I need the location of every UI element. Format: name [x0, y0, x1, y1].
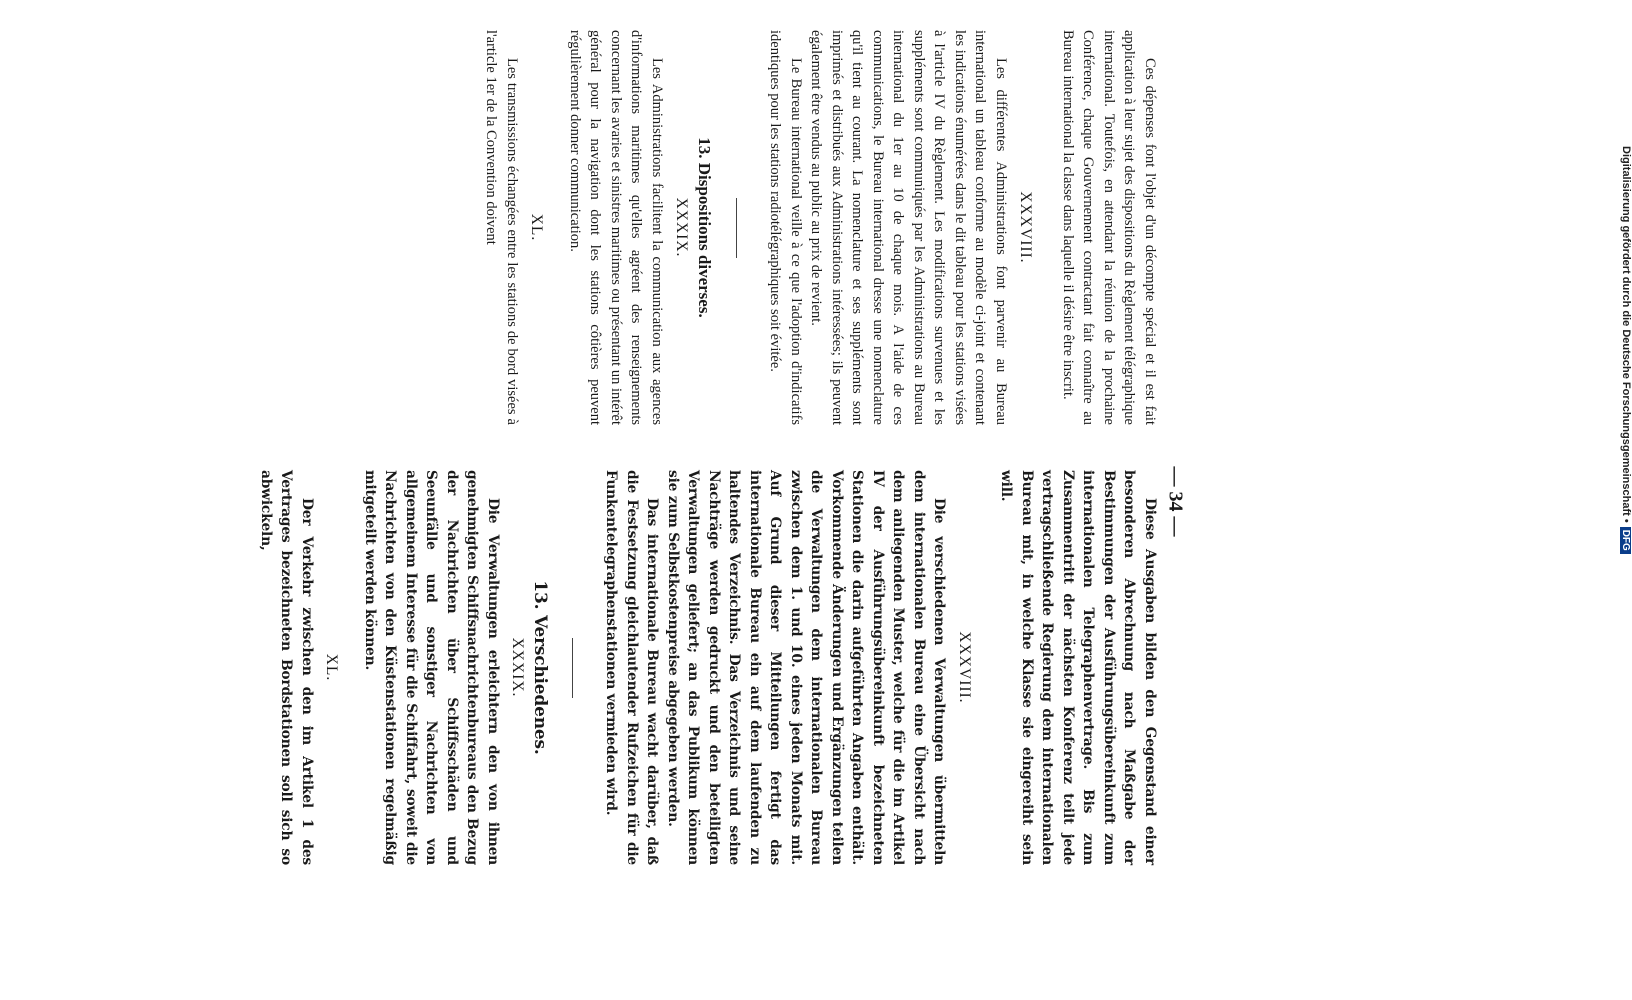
german-article-38-paragraph-1: Die verschiedenen Verwaltungen übermitteln dem internationalen Bureau eine Übersicht nach dem anliegenden Muster, welche für die im Artikel IV der Ausführungsübereinkunft bezeichneten Stationen die darin aufgeführten Angaben enthält. Vorkommende Änderungen und Ergänzungen teilen die Verwaltungen dem internationalen Bureau zwischen dem 1. und 10. eines jeden Monats mit. Auf Grund dieser Mitteilungen fertigt das internationale Bureau ein auf dem laufenden zu haltendes Verzeichnis. Das Verzeichnis und seine Nachträge werden gedruckt und den beteiligten Verwaltungen geliefert; an das Publikum können sie zum Selbstkostenpreise abgegeben werden. — [665, 470, 948, 865]
german-article-39-heading: XXXIX. — [509, 637, 527, 698]
french-intro: Ces dépenses font l'objet d'un décompte spécial et il est fait application à leur sujet des dispositions du Règlement télégraphique international. Toutefois, en attendant la réunion de la prochaine Conférence, chaque Gouvernement contractant fait connaître au Bureau international la classe dans laquelle il désire être inscrit. — [1060, 30, 1158, 425]
french-article-38-heading: XXXVIII. — [1017, 191, 1035, 264]
german-article-40-heading: XL. — [323, 653, 341, 682]
german-article-40-paragraph: Der Verkehr zwischen den im Artikel 1 des Vertrages bezeichneten Bordstationen soll sich so abwickeln, — [258, 470, 315, 865]
french-section-title: 13. Dispositions diverses. — [695, 137, 714, 318]
french-article-39-heading: XXXIX. — [673, 197, 691, 258]
digitization-credit-text: Digitalisierung gefördert durch die Deutsche Forschungsgemeinschaft • — [1620, 146, 1632, 523]
french-article-39-paragraph: Les Administrations facilitent la communication aux agences d'informations maritimes qu'elles agréent des renseignements concernant les avaries et sinistres maritimes ou présentant un intérêt général pour la navigation dont les stations côtières peuvent régulièrement donner communication. — [567, 30, 665, 425]
french-column — [481, 30, 1160, 425]
french-article-40-paragraph: Les transmissions échangées entre les stations de bord visées à l'article 1er de la Convention doivent — [483, 30, 520, 425]
digitization-credit — [1620, 146, 1632, 866]
page-number: — 34 — — [1164, 466, 1187, 537]
german-article-39-paragraph: Die Verwaltungen erleichtern den von ihnen genehmigten Schiffsnachrichtenbureaus den Bezug der Nachrichten über Schiffsschäden und Seeunfälle und sonstiger Nachrichten von allgemeinem Interesse für die Schiffahrt, soweit die Nachrichten von den Küstenstationen regelmäßig mitgeteilt werden können. — [362, 470, 501, 865]
divider — [572, 638, 573, 698]
german-section-title: 13. Verschiedenes. — [530, 580, 550, 755]
document-page — [240, 30, 1160, 910]
german-intro: Diese Ausgaben bilden den Gegenstand einer besonderen Abrechnung nach Maßgabe der Bestimmungen der Ausführungsübereinkunft zum internationalen Telegraphenvertrage. Bis zum Zusammentritt der nächsten Konferenz teilt jede vertragschließende Regierung dem internationalen Bureau mit, in welche Klasse sie eingereiht sein will. — [998, 470, 1158, 865]
french-article-38-paragraph-1: Les différentes Administrations font parvenir au Bureau international un tableau conforme au modèle ci-joint et contenant les indications énumérées dans le dit tableau pour les stations visées à l'article IV du Règlement. Les modifications survenues et les suppléments sont communiqués par les Administrations au Bureau international du 1er au 10 de chaque mois. A l'aide de ces communications, le Bureau international dresse une nomenclature qu'il tient au courant. La nomenclature et ses suppléments sont imprimés et distribués aux Administrations intéressées; ils peuvent également être vendus au public au prix de revient. — [808, 30, 1009, 425]
german-column — [256, 470, 1161, 865]
german-article-38-paragraph-2: Das internationale Bureau wacht darüber, daß die Festsetzung gleichlautender Rufzeichen für die Funkentelegraphenstationen vermieden wird. — [603, 470, 661, 865]
french-article-38-paragraph-2: Le Bureau international veille à ce que l'adoption d'indicatifs identiques pour les stations radiotélégraphiques soit évitée. — [767, 30, 804, 425]
divider — [736, 198, 737, 258]
dfg-logo: DFG — [1620, 527, 1631, 554]
german-article-38-heading: XXXVIII. — [956, 631, 973, 704]
french-article-40-heading: XL. — [528, 213, 546, 242]
